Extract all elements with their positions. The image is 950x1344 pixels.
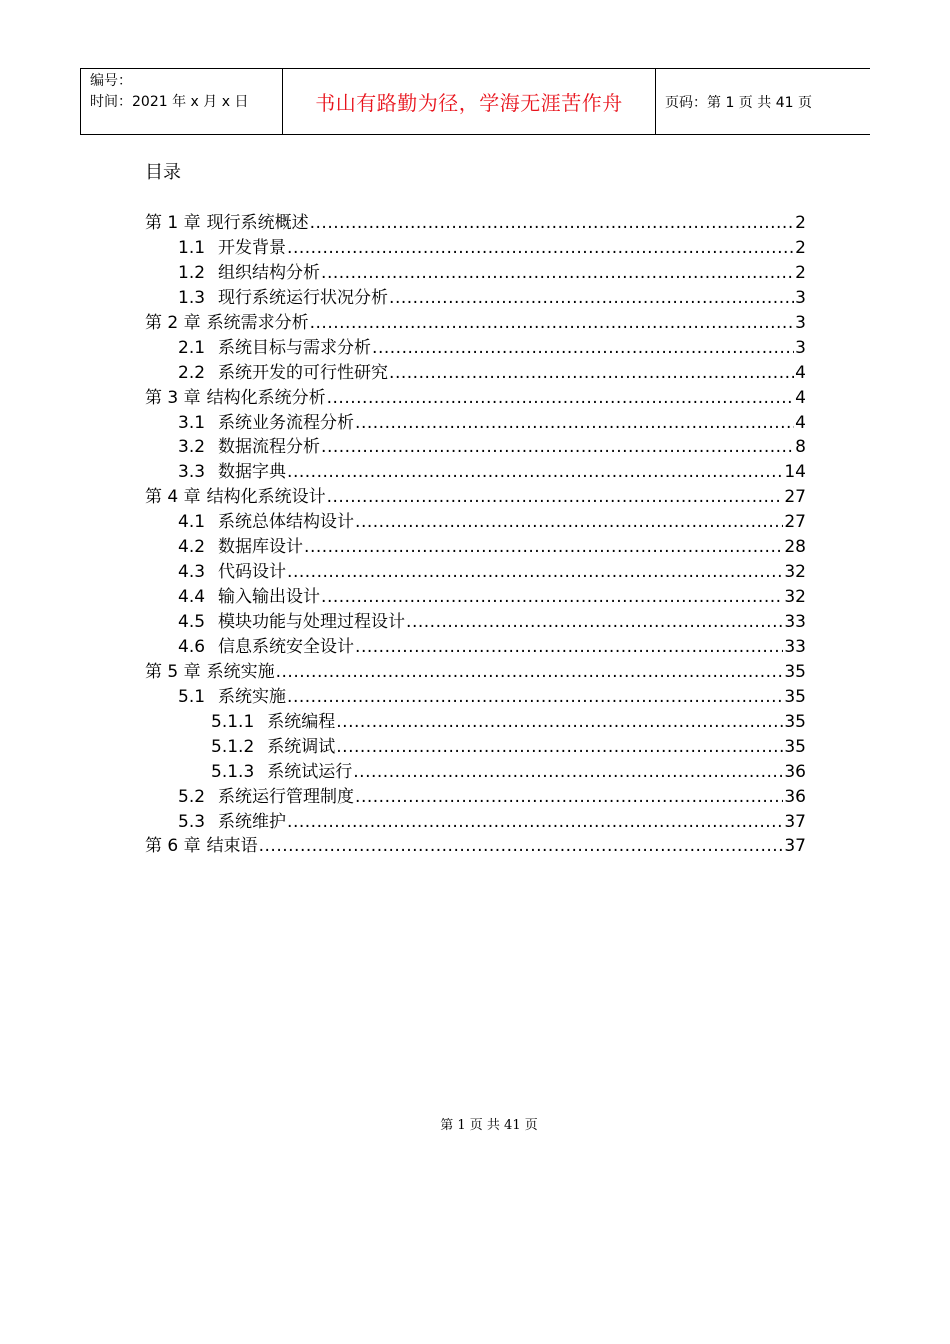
toc-entry-title: 系统总体结构设计 — [218, 512, 355, 533]
serial-label: 编号： — [90, 73, 132, 89]
toc-entry[interactable] — [145, 457, 806, 482]
toc-entry-number: 2.2 — [178, 362, 206, 383]
toc-entry-number: 3.1 — [178, 412, 206, 433]
header-page-label: 页码：第 1 页 共 41 页 — [665, 94, 812, 111]
toc-entry-title: 组织结构分析 — [218, 262, 321, 283]
toc-entry[interactable] — [145, 557, 806, 582]
toc-leader-dots — [321, 587, 783, 607]
toc-entry-title: 开发背景 — [218, 237, 287, 258]
toc-entry-page: 14 — [784, 462, 806, 483]
toc-entry[interactable] — [145, 657, 806, 682]
toc-entry-number: 4.6 — [178, 636, 206, 657]
toc-entry-title: 系统调试 — [267, 736, 336, 757]
toc-entry-title: 现行系统概述 — [206, 213, 309, 233]
toc-entry-page: 3 — [795, 337, 806, 358]
toc-entry-number: 3.2 — [178, 437, 206, 458]
toc-entry[interactable] — [145, 258, 806, 283]
toc-entry-title: 系统运行管理制度 — [218, 786, 355, 807]
toc-entry[interactable] — [145, 383, 806, 408]
toc-entry-number: 第 2 章 — [145, 312, 201, 333]
toc-entry[interactable] — [145, 632, 806, 657]
toc-entry-page: 35 — [784, 736, 806, 757]
toc-entry-page: 32 — [784, 562, 806, 583]
toc-entry-number: 5.1.3 — [211, 761, 255, 782]
toc-entry[interactable] — [145, 507, 806, 532]
toc-leader-dots — [372, 338, 794, 358]
toc-leader-dots — [310, 313, 795, 333]
toc-entry-number: 1.2 — [178, 262, 206, 283]
toc-entry-page: 37 — [784, 811, 806, 832]
toc-entry[interactable] — [145, 358, 806, 383]
toc-entry-number: 1.3 — [178, 287, 206, 308]
toc-entry-title: 结束语 — [206, 836, 258, 857]
toc-entry-page: 36 — [784, 761, 806, 782]
toc-leader-dots — [327, 487, 784, 507]
toc-entry-number: 4.1 — [178, 512, 206, 533]
toc-leader-dots — [287, 812, 783, 832]
toc-entry[interactable] — [145, 757, 806, 782]
toc-entry-title: 代码设计 — [218, 562, 287, 583]
toc-entry-page: 32 — [784, 587, 806, 607]
toc-entry[interactable] — [145, 283, 806, 308]
toc-entry-page: 36 — [784, 786, 806, 807]
toc-entry-number: 4.2 — [178, 537, 206, 558]
toc-entry-number: 第 6 章 — [145, 836, 201, 857]
toc-entry-page: 8 — [795, 437, 806, 458]
toc-entry-page: 35 — [784, 686, 806, 707]
toc-entry-title: 现行系统运行状况分析 — [218, 287, 389, 308]
toc-entry[interactable] — [145, 532, 806, 557]
toc-leader-dots — [355, 787, 783, 807]
toc-leader-dots — [310, 213, 795, 233]
toc-entry-number: 第 3 章 — [145, 387, 201, 408]
toc-leader-dots — [287, 687, 783, 707]
toc-entry-page: 4 — [795, 387, 806, 408]
footer-page-number: 第 1 页 共 41 页 — [440, 1118, 538, 1133]
toc-leader-dots — [336, 712, 783, 732]
toc-entry-page: 2 — [795, 237, 806, 258]
toc-leader-dots — [327, 388, 795, 408]
toc-entry-number: 1.1 — [178, 237, 206, 258]
toc-entry-page: 35 — [784, 711, 806, 732]
toc-leader-dots — [287, 462, 783, 482]
toc-entry-title: 系统业务流程分析 — [218, 412, 355, 433]
toc-entry-number: 第 1 章 — [145, 213, 201, 233]
toc-entry[interactable] — [145, 408, 806, 433]
toc-entry-title: 系统编程 — [267, 711, 336, 732]
toc-entry-number: 3.3 — [178, 462, 206, 483]
toc-entry[interactable] — [145, 807, 806, 832]
toc-leader-dots — [355, 413, 794, 433]
toc-entry-number: 第 4 章 — [145, 487, 201, 508]
toc-entry-page: 3 — [795, 287, 806, 308]
toc-entry-number: 5.1 — [178, 686, 206, 707]
toc-entry-title: 系统实施 — [218, 686, 287, 707]
toc-entry-number: 5.1.1 — [211, 711, 255, 732]
toc-entry[interactable] — [145, 208, 806, 233]
toc-entry[interactable] — [145, 607, 806, 632]
toc-entry-page: 4 — [795, 412, 806, 433]
motto-text: 书山有路勤为径，学海无涯苦作舟 — [315, 91, 623, 115]
toc-leader-dots — [355, 637, 783, 657]
toc-entry-page: 33 — [784, 636, 806, 657]
toc-entry[interactable] — [145, 432, 806, 457]
toc-entry-number: 第 5 章 — [145, 661, 201, 682]
toc-entry-title: 数据库设计 — [218, 537, 304, 558]
toc-entry-title: 数据流程分析 — [218, 437, 321, 458]
toc-entry-title: 结构化系统分析 — [206, 387, 326, 408]
header-motto-cell — [283, 69, 656, 134]
toc-leader-dots — [355, 512, 783, 532]
toc-entry-title: 结构化系统设计 — [206, 487, 326, 508]
toc-entry-title: 系统需求分析 — [206, 312, 309, 333]
toc-leader-dots — [287, 238, 794, 258]
toc-entry-page: 2 — [795, 213, 806, 233]
toc-leader-dots — [353, 762, 783, 782]
toc-entry-page: 28 — [784, 537, 806, 558]
toc-leader-dots — [336, 737, 783, 757]
table-of-contents — [145, 208, 806, 856]
toc-entry-number: 5.2 — [178, 786, 206, 807]
toc-entry-page: 4 — [795, 362, 806, 383]
toc-entry-title: 输入输出设计 — [218, 587, 321, 607]
toc-entry[interactable] — [145, 582, 806, 607]
toc-entry-page: 2 — [795, 262, 806, 283]
toc-entry-title: 数据字典 — [218, 462, 287, 483]
toc-leader-dots — [389, 288, 794, 308]
toc-entry[interactable] — [145, 333, 806, 358]
toc-entry[interactable] — [145, 308, 806, 333]
toc-entry-page: 35 — [784, 661, 806, 682]
toc-entry-title: 系统维护 — [218, 811, 287, 832]
toc-entry-title: 系统目标与需求分析 — [218, 337, 372, 358]
toc-entry[interactable] — [145, 831, 806, 856]
document-header — [80, 68, 870, 135]
toc-entry-number: 4.3 — [178, 562, 206, 583]
toc-entry-page: 37 — [784, 836, 806, 857]
toc-leader-dots — [389, 363, 794, 383]
toc-entry-number: 4.5 — [178, 612, 206, 632]
toc-leader-dots — [259, 836, 784, 856]
toc-entry-page: 33 — [784, 612, 806, 632]
toc-title: 目录 — [145, 162, 181, 183]
toc-leader-dots — [276, 662, 784, 682]
toc-entry-title: 系统实施 — [206, 661, 275, 682]
toc-entry-number: 4.4 — [178, 587, 206, 607]
toc-leader-dots — [321, 263, 794, 283]
toc-entry[interactable] — [145, 482, 806, 507]
toc-leader-dots — [321, 437, 794, 457]
toc-entry-number: 5.3 — [178, 811, 206, 832]
toc-entry[interactable] — [145, 682, 806, 707]
toc-entry-page: 27 — [784, 487, 806, 508]
toc-entry[interactable] — [145, 732, 806, 757]
toc-entry-title: 系统试运行 — [267, 761, 353, 782]
toc-entry-title: 系统开发的可行性研究 — [218, 362, 389, 383]
toc-entry-page: 3 — [795, 312, 806, 333]
toc-leader-dots — [304, 537, 783, 557]
toc-leader-dots — [287, 562, 783, 582]
time-label: 时间：2021 年 x 月 x 日 — [90, 94, 249, 110]
toc-entry-page: 27 — [784, 512, 806, 533]
toc-entry-number: 5.1.2 — [211, 736, 255, 757]
header-meta-cell — [81, 69, 283, 134]
toc-entry[interactable] — [145, 782, 806, 807]
toc-entry[interactable] — [145, 233, 806, 258]
toc-leader-dots — [406, 612, 783, 632]
toc-entry-title: 模块功能与处理过程设计 — [218, 612, 406, 632]
toc-entry-number: 2.1 — [178, 337, 206, 358]
toc-entry[interactable] — [145, 707, 806, 732]
toc-entry-title: 信息系统安全设计 — [218, 636, 355, 657]
header-page-cell — [656, 69, 870, 134]
